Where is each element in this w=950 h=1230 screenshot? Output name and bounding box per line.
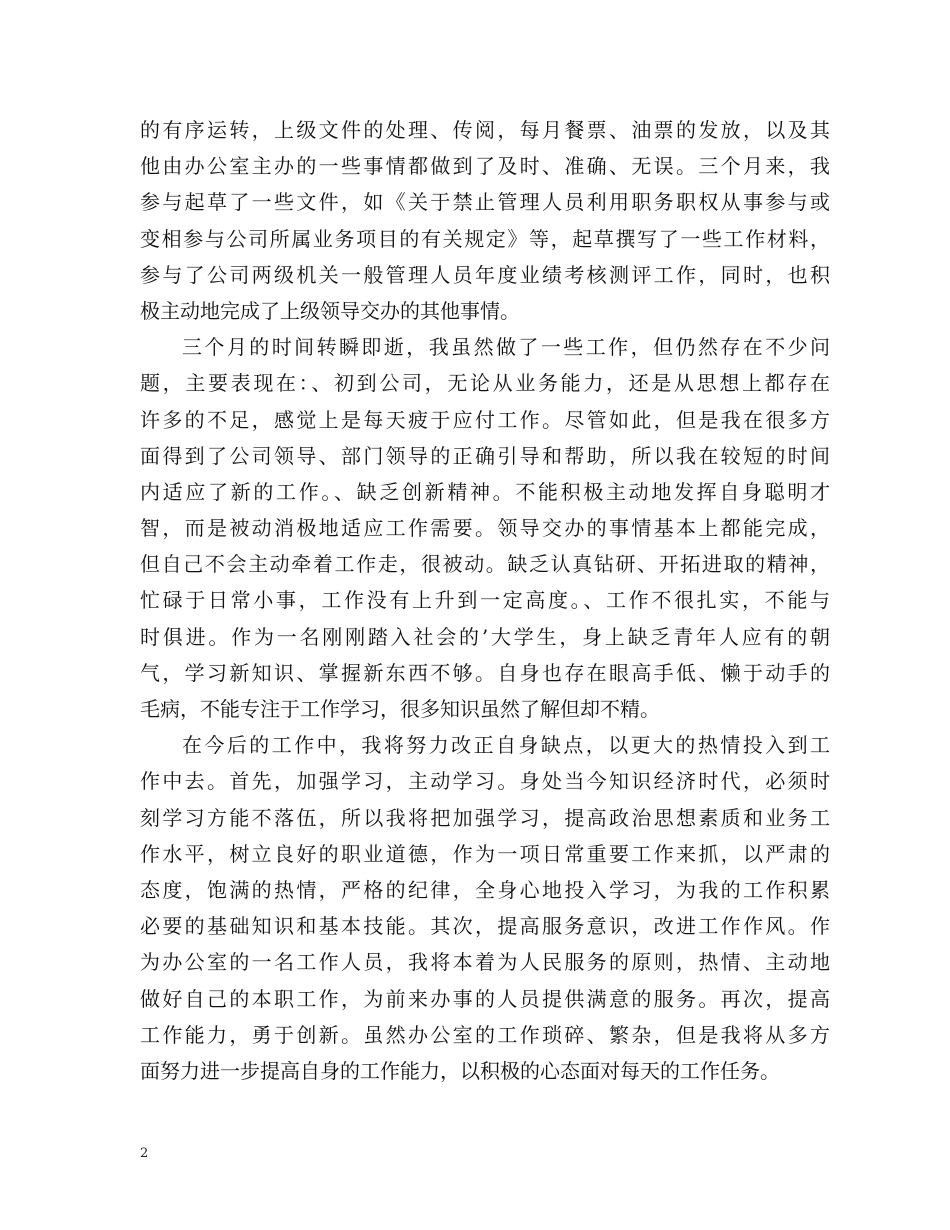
text-line: 他由办公室主办的一些事情都做到了及时、准确、无误。三个月来，我 [140, 154, 830, 179]
text-line: 智，而是被动消极地适应工作需要。领导交办的事情基本上都能完成， [140, 516, 830, 541]
text-line: 时俱进。作为一名刚刚踏入社会的’大学生，身上缺乏青年人应有的朝 [140, 624, 830, 649]
text-line: 变相参与公司所属业务项目的有关规定》等，起草撰写了一些工作材料， [140, 226, 830, 251]
text-line: 必要的基础知识和基本技能。其次，提高服务意识，改进工作作风。作 [140, 914, 830, 939]
text-line: 极主动地完成了上级领导交办的其他事情。 [140, 298, 520, 323]
paragraph-2 [140, 329, 830, 727]
text-line: 工作能力，勇于创新。虽然办公室的工作琐碎、繁杂，但是我将从多方 [140, 1022, 830, 1047]
text-line: 做好自己的本职工作，为前来办事的人员提供满意的服务。再次，提高 [140, 986, 830, 1011]
page-number: 2 [140, 1146, 149, 1161]
text-line: 三个月的时间转瞬即逝，我虽然做了一些工作，但仍然存在不少问 [182, 335, 830, 360]
text-line: 但自己不会主动牵着工作走，很被动。缺乏认真钻研、开拓进取的精神， [140, 552, 830, 577]
text-line: 忙碌于日常小事，工作没有上升到一定高度。、工作不很扎实，不能与 [140, 588, 830, 613]
text-line: 态度，饱满的热情，严格的纪律，全身心地投入学习，为我的工作积累 [140, 877, 830, 902]
paragraph-3 [140, 727, 830, 1089]
text-line: 题，主要表现在：、初到公司，无论从业务能力，还是从思想上都存在 [140, 371, 830, 396]
text-line: 许多的不足，感觉上是每天疲于应付工作。尽管如此，但是我在很多方 [140, 407, 830, 432]
text-line: 刻学习方能不落伍，所以我将把加强学习，提高政治思想素质和业务工 [140, 805, 830, 830]
text-line: 的有序运转，上级文件的处理、传阅，每月餐票、油票的发放，以及其 [140, 118, 830, 142]
text-line: 参与了公司两级机关一般管理人员年度业绩考核测评工作，同时，也积 [140, 262, 830, 287]
paragraph-1 [140, 112, 830, 329]
text-line: 毛病，不能专注于工作学习，很多知识虽然了解但却不精。 [140, 697, 660, 721]
text-line: 参与起草了一些文件，如《关于禁止管理人员利用职务职权从事参与或 [140, 190, 830, 215]
text-line: 为办公室的一名工作人员，我将本着为人民服务的原则，热情、主动地 [140, 950, 830, 975]
text-line: 作中去。首先，加强学习，主动学习。身处当今知识经济时代，必须时 [140, 769, 830, 794]
text-line: 面努力进一步提高自身的工作能力，以积极的心态面对每天的工作任务。 [140, 1058, 780, 1083]
text-line: 气，学习新知识、掌握新东西不够。自身也存在眼高手低、懒于动手的 [140, 660, 830, 685]
text-line: 作水平，树立良好的职业道德，作为一项日常重要工作来抓，以严肃的 [140, 841, 830, 866]
text-line: 内适应了新的工作。、缺乏创新精神。不能积极主动地发挥自身聪明才 [140, 479, 830, 504]
document-body [140, 112, 830, 1089]
text-line: 在今后的工作中，我将努力改正自身缺点，以更大的热情投入到工 [182, 733, 830, 758]
text-line: 面得到了公司领导、部门领导的正确引导和帮助，所以我在较短的时间 [140, 443, 830, 468]
